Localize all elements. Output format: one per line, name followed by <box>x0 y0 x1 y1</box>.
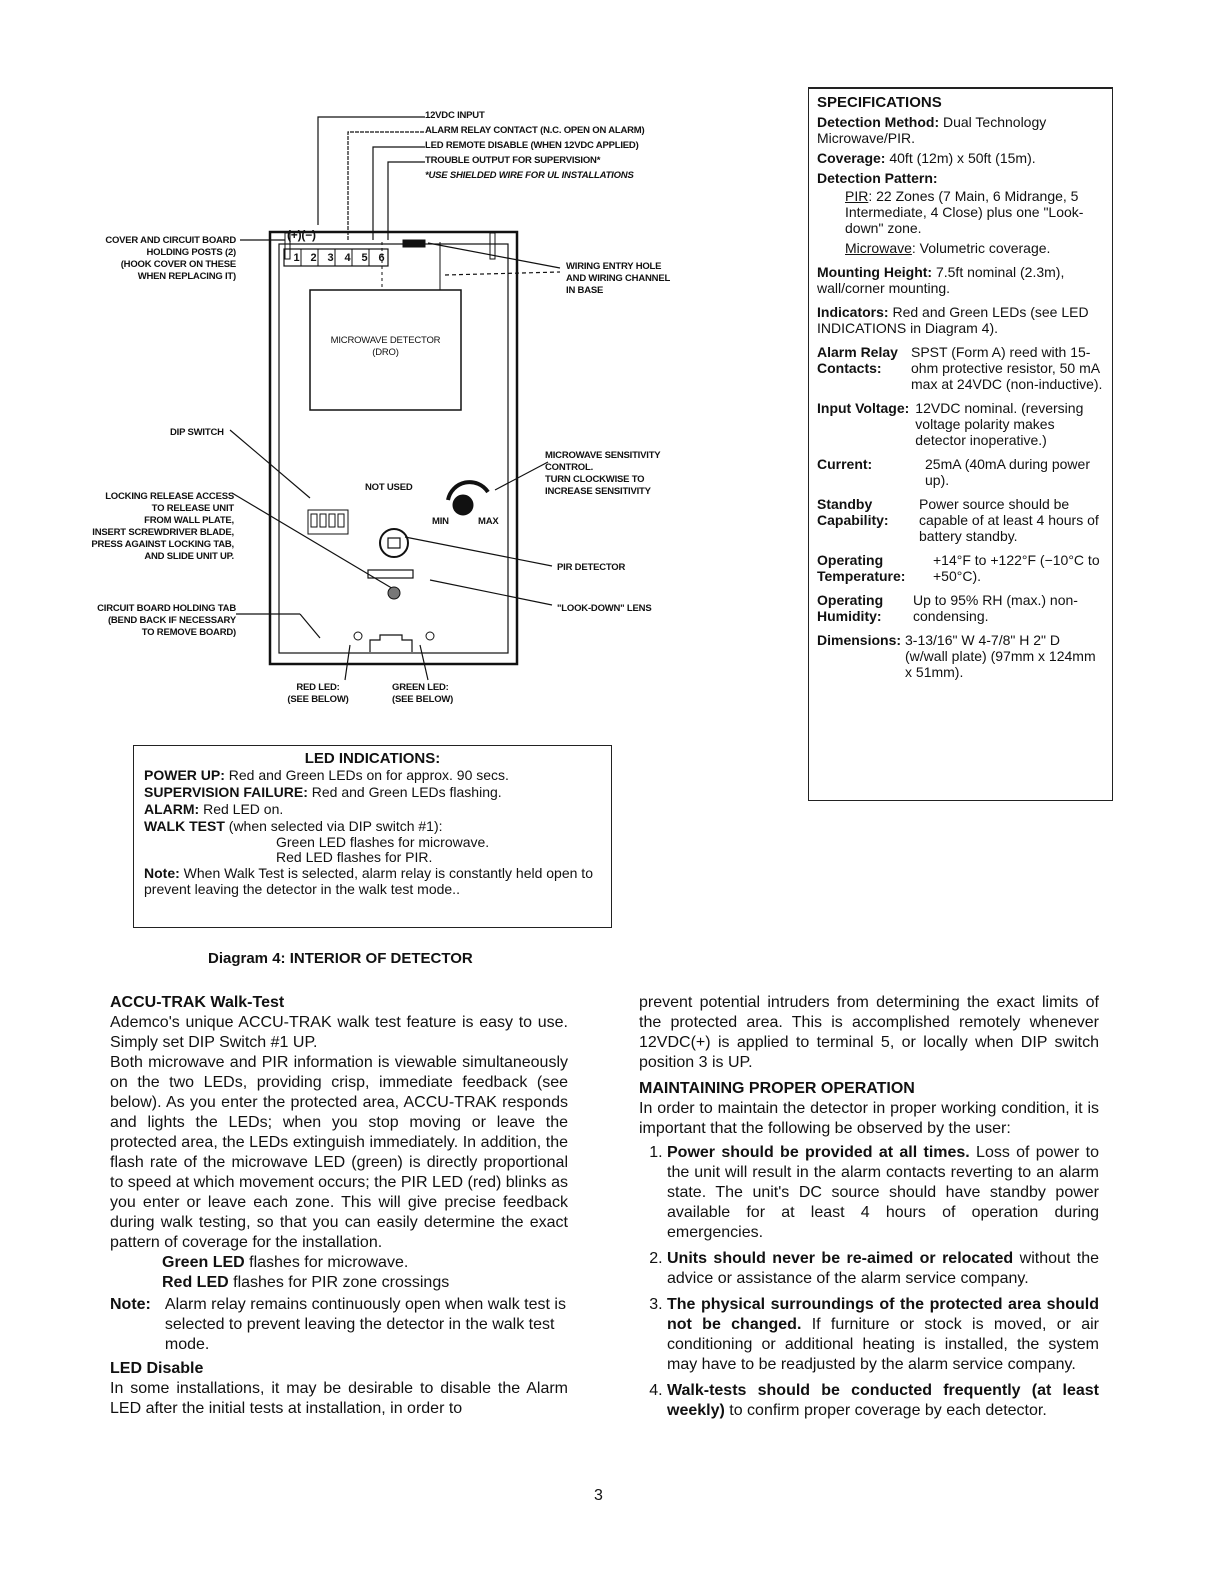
spec-value: Red and Green LEDs (see LED INDICATIONS in Diagram 4). <box>817 304 1089 336</box>
terminal: 4 <box>344 252 351 264</box>
specifications-box <box>808 87 1113 801</box>
led-label: WALK TEST <box>144 818 225 834</box>
terminal: 6 <box>378 252 385 264</box>
label-line: MICROWAVE SENSITIVITY <box>545 450 661 461</box>
label-line: GREEN LED: <box>392 682 449 693</box>
label-red-led <box>283 682 353 706</box>
label-green-led <box>392 682 453 706</box>
spec-label: Dimensions: <box>817 632 902 648</box>
led-text: Green LED flashes for microwave. <box>276 834 490 850</box>
inline-bold: Walk-tests should be conducted frequently (at least weekly) <box>667 1382 1099 1419</box>
led-indications-box <box>133 745 612 928</box>
label-max: MAX <box>478 516 499 527</box>
label-trouble-output: TROUBLE OUTPUT FOR SUPERVISION* <box>425 155 601 166</box>
label-line: LOCKING RELEASE ACCESS <box>105 491 234 502</box>
spec-value: 25mA (40mA during power up). <box>925 456 1090 488</box>
paragraph: Ademco's unique ACCU-TRAK walk test feature is easy to use. Simply set DIP Switch #1 UP. <box>110 1014 568 1051</box>
terminal-strip <box>288 252 390 264</box>
inline-bold: Power should be provided at all times. <box>667 1144 970 1161</box>
spec-value: +14°F to +122°F (−10°C to +50°C). <box>933 552 1100 584</box>
label-12vdc-input: 12VDC INPUT <box>425 110 485 121</box>
terminal: 1 <box>293 252 300 264</box>
label-line: AND WIRING CHANNEL <box>566 273 671 284</box>
label-pir-detector: PIR DETECTOR <box>557 562 626 573</box>
spec-label: Input Voltage: <box>817 400 910 416</box>
label-dip-switch: DIP SWITCH <box>170 427 224 438</box>
label-line: CIRCUIT BOARD HOLDING TAB <box>97 603 236 614</box>
led-text: Red LED flashes for PIR. <box>276 849 433 865</box>
maintenance-list <box>639 1143 1099 1421</box>
label-alarm-relay: ALARM RELAY CONTACT (N.C. OPEN ON ALARM) <box>425 125 645 136</box>
list-text: without the advice or assistance of the alarm service company. <box>667 1250 1100 1287</box>
label-line: MICROWAVE DETECTOR <box>330 335 441 346</box>
inline-bold: Green LED <box>162 1254 245 1271</box>
label-line: (DRO) <box>372 347 399 358</box>
label-line: IN BASE <box>566 285 604 296</box>
list-item <box>667 1295 1099 1375</box>
led-text: Red and Green LEDs flashing. <box>311 784 502 800</box>
led-label: Note: <box>144 865 180 881</box>
list-text: Loss of power to the unit will result in the alarm contacts reverting to an alarm state. The unit's DC source should have standby power available for at least 4 hours of operation during emergencies. <box>667 1144 1100 1241</box>
spec-label: PIR <box>845 188 869 204</box>
label-line: TO REMOVE BOARD) <box>141 627 236 638</box>
list-item <box>667 1381 1099 1421</box>
paragraph: prevent potential intruders from determining the exact limits of the protected area. This is accomplished remotely whenever 12VDC(+) is applied to terminal 5, or locally when DIP switch position 3 is UP. <box>639 994 1099 1071</box>
page-number: 3 <box>594 1487 603 1504</box>
led-title: LED INDICATIONS: <box>304 750 441 767</box>
inline-bold: Note: <box>110 1296 151 1313</box>
inline-bold: Units should never be re-aimed or relocated <box>667 1250 1014 1267</box>
label-microwave-detector <box>310 335 461 359</box>
terminal: 3 <box>327 252 334 264</box>
diagram-caption: Diagram 4: INTERIOR OF DETECTOR <box>208 950 473 967</box>
paragraph: Both microwave and PIR information is viewable simultaneously on the two LEDs, providing crisp, immediate feedback (see below). As you enter the protected area, ACCU-TRAK responds and lights the LEDs; when you stop moving or leave the protected area, the LEDs extinguish immediately. In addition, the flash rate of the microwave LED (green) is directly proportional to speed at which movement occurs; the PIR LED (red) blinks as you enter or leave each zone. This will give precise feedback during walk testing, so that you can easily determine the exact pattern of coverage for the installation. <box>110 1054 568 1251</box>
label-line: CONTROL. <box>545 462 594 473</box>
led-text: Red and Green LEDs on for approx. 90 secs. <box>228 767 509 783</box>
paragraph: In order to maintain the detector in proper working condition, it is important that the following be observed by the user: <box>639 1100 1099 1137</box>
spec-value: SPST (Form A) reed with 15-ohm protective resistor, 50 mA max at 24VDC (non-inductive). <box>911 344 1103 392</box>
spec-label: Microwave <box>845 240 912 256</box>
label-line: INCREASE SENSITIVITY <box>545 486 651 497</box>
paragraph: flashes for PIR zone crossings <box>228 1274 450 1291</box>
label-line: COVER AND CIRCUIT BOARD <box>105 235 236 246</box>
list-text: If furniture or stock is moved, or air conditioning or additional heating is installed, the system may have to be readjusted by the alarm service company. <box>667 1316 1100 1373</box>
list-text: to confirm proper coverage by each detector. <box>724 1402 1047 1419</box>
label-shielded-wire-note: *USE SHIELDED WIRE FOR UL INSTALLATIONS <box>425 170 634 181</box>
terminal: 2 <box>310 252 317 264</box>
spec-value: 7.5ft nominal (2.3m), wall/corner mounting. <box>817 264 1065 296</box>
label-line: HOLDING POSTS (2) <box>146 247 236 258</box>
label-line: TURN CLOCKWISE TO <box>545 474 645 485</box>
led-label: SUPERVISION FAILURE: <box>144 784 308 800</box>
inline-bold: Red LED <box>162 1274 229 1291</box>
section-heading: ACCU-TRAK Walk-Test <box>110 994 285 1011</box>
left-column <box>110 993 568 1419</box>
label-line: AND SLIDE UNIT UP. <box>144 551 234 562</box>
label-line: TO RELEASE UNIT <box>151 503 234 514</box>
label-lookdown-lens: "LOOK-DOWN" LENS <box>557 603 652 614</box>
section-heading: LED Disable <box>110 1360 204 1377</box>
label-sensitivity-control <box>545 450 660 498</box>
label-line: PRESS AGAINST LOCKING TAB, <box>91 539 234 550</box>
spec-label: Mounting Height: <box>817 264 933 280</box>
list-item <box>667 1143 1099 1243</box>
spec-value: : Volumetric coverage. <box>911 240 1051 256</box>
label-line: RED LED: <box>296 682 340 693</box>
spec-value: : 22 Zones (7 Main, 6 Midrange, 5 Intermediate, 4 Close) plus one "Look-down" zone. <box>845 188 1084 236</box>
spec-label: Detection Pattern: <box>817 170 938 186</box>
paragraph: flashes for microwave. <box>244 1254 409 1271</box>
led-text: When Walk Test is selected, alarm relay is constantly held open to prevent leaving the detector in the walk test mode.. <box>144 865 593 897</box>
label-led-remote-disable: LED REMOTE DISABLE (WHEN 12VDC APPLIED) <box>425 140 639 151</box>
label-line: INSERT SCREWDRIVER BLADE, <box>92 527 234 538</box>
spec-value: 3-13/16" W 4-7/8" H 2" D (w/wall plate) (97mm x 124mm x 51mm). <box>905 632 1096 680</box>
section-heading: MAINTAINING PROPER OPERATION <box>639 1080 915 1097</box>
label-line: (SEE BELOW) <box>287 694 349 705</box>
paragraph: Alarm relay remains continuously open when walk test is selected to prevent leaving the detector in the walk test mode. <box>164 1296 566 1353</box>
spec-label: Operating Temperature: <box>817 552 906 584</box>
paragraph: In some installations, it may be desirable to disable the Alarm LED after the initial tests at installation, in order to <box>110 1380 568 1417</box>
label-wiring-entry <box>566 261 670 297</box>
spec-label: Detection Method: <box>817 114 940 130</box>
label-line: WHEN REPLACING IT) <box>137 271 236 282</box>
list-item <box>667 1249 1099 1289</box>
label-cover-posts <box>40 235 236 283</box>
spec-label: Standby Capability: <box>817 496 889 528</box>
label-not-used: NOT USED <box>365 482 413 493</box>
spec-value: 12VDC nominal. (reversing voltage polarity makes detector inoperative.) <box>915 400 1084 448</box>
terminal: 5 <box>361 252 368 264</box>
right-column <box>639 993 1099 1427</box>
spec-label: Operating Humidity: <box>817 592 884 624</box>
spec-value: Power source should be capable of at least 4 hours of battery standby. <box>919 496 1099 544</box>
label-line: (BEND BACK IF NECESSARY <box>107 615 236 626</box>
led-label: POWER UP: <box>144 767 225 783</box>
label-polarity: (+)(−) <box>287 228 316 242</box>
spec-label: Current: <box>817 456 873 472</box>
spec-label: Indicators: <box>817 304 889 320</box>
label-locking-release <box>30 491 234 563</box>
led-text: (when selected via DIP switch #1): <box>228 818 443 834</box>
label-line: (HOOK COVER ON THESE <box>120 259 236 270</box>
led-text: Red LED on. <box>203 801 284 817</box>
spec-label: Coverage: <box>817 150 886 166</box>
specs-title: SPECIFICATIONS <box>817 94 942 111</box>
label-line: FROM WALL PLATE, <box>144 515 234 526</box>
spec-value: Dual Technology Microwave/PIR. <box>817 114 1047 146</box>
led-label: ALARM: <box>144 801 200 817</box>
label-min: MIN <box>432 516 449 527</box>
spec-value: 40ft (12m) x 50ft (15m). <box>889 150 1036 166</box>
label-line: (SEE BELOW) <box>392 694 454 705</box>
label-line: WIRING ENTRY HOLE <box>566 261 662 272</box>
spec-label: Alarm Relay Contacts: <box>817 344 898 376</box>
label-holding-tab <box>30 603 236 639</box>
spec-value: Up to 95% RH (max.) non-condensing. <box>913 592 1078 624</box>
inline-bold: The physical surroundings of the protected area should not be changed. <box>667 1296 1099 1333</box>
